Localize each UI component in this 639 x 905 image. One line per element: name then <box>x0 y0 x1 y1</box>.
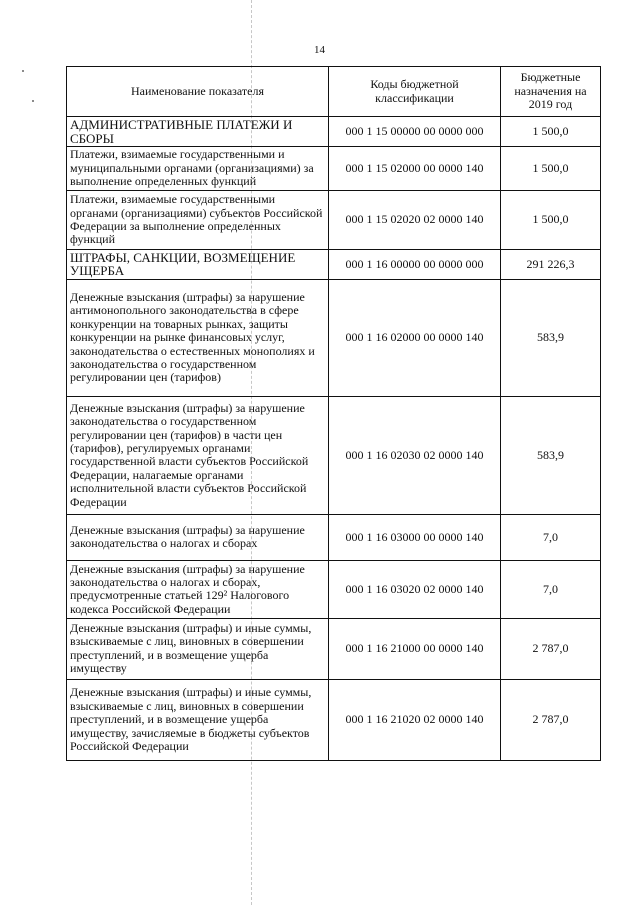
row-sum: 1 500,0 <box>501 191 601 250</box>
row-name: Платежи, взимаемые государственными органами (организациями) субъектов Российской Федерации за выполнение определенных функций <box>67 191 329 250</box>
table-row <box>67 279 601 396</box>
row-code: 000 1 16 21000 00 0000 140 <box>329 618 501 679</box>
table-row <box>67 679 601 760</box>
page-number: 14 <box>314 44 325 56</box>
row-code: 000 1 15 00000 00 0000 000 <box>329 117 501 147</box>
row-name: Денежные взыскания (штрафы) за нарушение законодательства о государственном регулировании цен (тарифов) в части цен (тарифов), регулируемых органами государственной власти субъектов Российской Федерации, налагаемые органами исполнительной власти субъектов Российской Федерации <box>67 396 329 514</box>
row-name: АДМИНИСТРАТИВНЫЕ ПЛАТЕЖИ И СБОРЫ <box>67 117 329 147</box>
row-name: Денежные взыскания (штрафы) и иные суммы, взыскиваемые с лиц, виновных в совершении преступлений, и в возмещение ущерба имуществу, зачисляемые в бюджеты субъектов Российской Федерации <box>67 679 329 760</box>
header-budget-amount: Бюджетные назначения на 2019 год <box>501 67 601 117</box>
row-code: 000 1 16 02000 00 0000 140 <box>329 279 501 396</box>
row-name: Денежные взыскания (штрафы) за нарушение антимонопольного законодательства в сфере конкуренции на товарных рынках, защиты конкуренции на рынке финансовых услуг, законодательства о естественных монополиях и законодательства о государственном регулировании цен (тарифов) <box>67 279 329 396</box>
header-budget-codes: Коды бюджетной классификации <box>329 67 501 117</box>
table-row <box>67 250 601 280</box>
row-sum: 583,9 <box>501 279 601 396</box>
row-code: 000 1 15 02020 02 0000 140 <box>329 191 501 250</box>
row-sum: 2 787,0 <box>501 618 601 679</box>
table-row <box>67 560 601 618</box>
budget-table <box>66 66 601 761</box>
table-row <box>67 514 601 560</box>
row-name: Денежные взыскания (штрафы) и иные суммы, взыскиваемые с лиц, виновных в совершении преступлений, и в возмещение ущерба имуществу <box>67 618 329 679</box>
table-row <box>67 117 601 147</box>
row-code: 000 1 16 03020 02 0000 140 <box>329 560 501 618</box>
row-name: Денежные взыскания (штрафы) за нарушение законодательства о налогах и сборах, предусмотренные статьей 129² Налогового кодекса Российской Федерации <box>67 560 329 618</box>
row-code: 000 1 16 21020 02 0000 140 <box>329 679 501 760</box>
table-header-row <box>67 67 601 117</box>
row-sum: 291 226,3 <box>501 250 601 280</box>
row-sum: 7,0 <box>501 514 601 560</box>
table-row <box>67 191 601 250</box>
row-sum: 1 500,0 <box>501 147 601 191</box>
table-row <box>67 396 601 514</box>
scan-speck <box>22 70 24 72</box>
row-code: 000 1 16 03000 00 0000 140 <box>329 514 501 560</box>
row-name: Денежные взыскания (штрафы) за нарушение законодательства о налогах и сборах <box>67 514 329 560</box>
row-sum: 2 787,0 <box>501 679 601 760</box>
row-name: Платежи, взимаемые государственными и муниципальными органами (организациями) за выполнение определенных функций <box>67 147 329 191</box>
header-indicator-name: Наименование показателя <box>67 67 329 117</box>
row-sum: 583,9 <box>501 396 601 514</box>
table-row <box>67 618 601 679</box>
row-code: 000 1 15 02000 00 0000 140 <box>329 147 501 191</box>
scan-speck <box>32 100 34 102</box>
row-sum: 1 500,0 <box>501 117 601 147</box>
row-sum: 7,0 <box>501 560 601 618</box>
row-name: ШТРАФЫ, САНКЦИИ, ВОЗМЕЩЕНИЕ УЩЕРБА <box>67 250 329 280</box>
row-code: 000 1 16 00000 00 0000 000 <box>329 250 501 280</box>
row-code: 000 1 16 02030 02 0000 140 <box>329 396 501 514</box>
table-row <box>67 147 601 191</box>
